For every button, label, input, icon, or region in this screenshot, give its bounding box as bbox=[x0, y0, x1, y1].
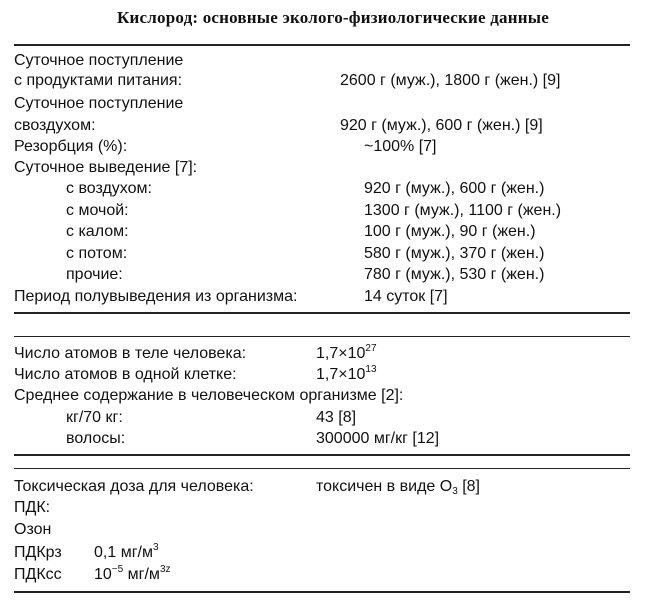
resorption-value: ~100% [7] bbox=[364, 138, 437, 155]
divider bbox=[14, 336, 630, 337]
pdkss-value-base: 10 bbox=[94, 566, 112, 583]
toxic-label: Токсическая доза для человека: bbox=[14, 478, 254, 495]
atoms-body-mantissa: 1,7×10 bbox=[316, 345, 366, 362]
excretion-sweat-label: с потом: bbox=[66, 245, 128, 262]
divider bbox=[14, 312, 630, 314]
atoms-body-exponent: 27 bbox=[365, 343, 377, 354]
pdk-label: ПДК: bbox=[14, 499, 51, 516]
pdkss-value bbox=[94, 566, 171, 584]
toxic-value-post: [8] bbox=[457, 478, 480, 495]
pdkss-value-unit: мг/м bbox=[123, 566, 160, 583]
atoms-cell-value bbox=[316, 366, 377, 384]
excretion-feces-label: с калом: bbox=[66, 223, 129, 240]
halflife-label: Период полувыведения из организма: bbox=[14, 288, 298, 305]
hair-value: 300000 мг/кг [12] bbox=[316, 430, 440, 447]
excretion-air-value: 920 г (муж.), 600 г (жен.) bbox=[364, 180, 545, 197]
pdkss-value-unit-sup: 3z bbox=[159, 564, 171, 575]
excretion-urine-label: с мочой: bbox=[66, 202, 129, 219]
pdkss-value-exp: −5 bbox=[111, 564, 124, 575]
ozone-label: Озон bbox=[14, 521, 52, 538]
hair-label: волосы: bbox=[66, 430, 126, 447]
excretion-feces-value: 100 г (муж.), 90 г (жен.) bbox=[364, 223, 536, 240]
excretion-urine-value: 1300 г (муж.), 1100 г (жен.) bbox=[364, 202, 562, 219]
intake-air-label-2: своздухом: bbox=[14, 117, 96, 134]
excretion-sweat-value: 580 г (муж.), 370 г (жен.) bbox=[364, 245, 545, 262]
avg-content-label: Среднее содержание в человеческом организме [2]: bbox=[14, 387, 404, 404]
toxic-value bbox=[316, 478, 480, 496]
divider bbox=[14, 44, 630, 46]
intake-air-value: 920 г (муж.), 600 г (жен.) [9] bbox=[340, 117, 543, 134]
resorption-label: Резорбция (%): bbox=[14, 138, 128, 155]
page-title: Кислород: основные эколого-физиологические данные bbox=[117, 8, 549, 27]
atoms-cell-mantissa: 1,7×10 bbox=[316, 366, 366, 383]
toxic-value-sub: 3 bbox=[452, 486, 458, 497]
intake-air-label: Суточное поступление bbox=[14, 95, 184, 112]
pdkrz-value-sup: 3 bbox=[152, 542, 159, 553]
intake-food-value: 2600 г (муж.), 1800 г (жен.) [9] bbox=[340, 72, 561, 89]
atoms-cell-exponent: 13 bbox=[365, 364, 377, 375]
halflife-value: 14 суток [7] bbox=[364, 288, 448, 305]
divider bbox=[14, 591, 630, 593]
intake-food-label-2: с продуктами питания: bbox=[14, 72, 183, 89]
kg-label: кг/70 кг: bbox=[66, 409, 123, 426]
excretion-other-label: прочие: bbox=[66, 266, 123, 283]
excretion-air-label: с воздухом: bbox=[66, 180, 152, 197]
intake-food-label: Суточное поступление bbox=[14, 52, 184, 69]
divider bbox=[14, 454, 630, 456]
pdkrz-value-main: 0,1 мг/м bbox=[94, 544, 153, 561]
pdkrz-label: ПДКрз bbox=[14, 544, 62, 561]
atoms-body-label: Число атомов в теле человека: bbox=[14, 345, 247, 362]
pdkss-label: ПДКсс bbox=[14, 566, 62, 583]
kg-value: 43 [8] bbox=[316, 409, 357, 426]
pdkrz-value bbox=[94, 544, 159, 562]
excretion-other-value: 780 г (муж.), 530 г (жен.) bbox=[364, 266, 545, 283]
divider bbox=[14, 468, 630, 469]
toxic-value-pre: токсичен в виде O bbox=[316, 478, 453, 495]
atoms-cell-label: Число атомов в одной клетке: bbox=[14, 366, 237, 383]
atoms-body-value bbox=[316, 345, 377, 363]
excretion-label: Суточное выведение [7]: bbox=[14, 159, 198, 176]
